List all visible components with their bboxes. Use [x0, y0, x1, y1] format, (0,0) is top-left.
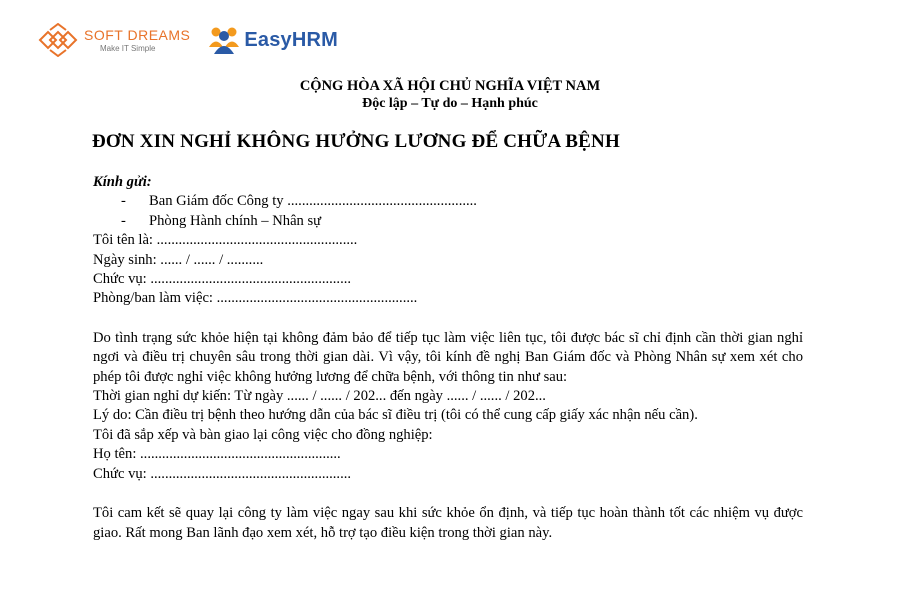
recipient-text: Ban Giám đốc Công ty ....................................................	[149, 193, 477, 210]
info-birthdate-line: Ngày sinh: ...... / ...... / ..........	[93, 251, 264, 268]
national-motto: Độc lập – Tự do – Hạnh phúc	[362, 96, 538, 111]
recipient-bullet: -	[121, 193, 126, 210]
handover-intro: Tôi đã sắp xếp và bàn giao lại công việc cho đồng nghiệp:	[93, 426, 433, 443]
recipient-text: Phòng Hành chính – Nhân sự	[149, 212, 322, 229]
request-paragraph: Do tình trạng sức khỏe hiện tại không đảm bảo để tiếp tục làm việc liên tục, tôi được bác sĩ chỉ định cần thời gian nghỉ ngơi và điều trị chuyên sâu trong thời gian dài. Vì vậy, tôi kính đề nghị Ban Giám đốc và Phòng Nhân sự xem xét cho phép tôi được nghỉ việc không hưởng lương để chữa bệnh, với thông tin như sau:	[93, 329, 803, 385]
recipient-bullet: -	[121, 212, 126, 229]
recipient-item	[93, 192, 803, 211]
recipient-item	[93, 212, 803, 231]
leave-time-line: Thời gian nghỉ dự kiến: Từ ngày ...... / ...... / 202... đến ngày ...... / ...... / 202...	[93, 388, 546, 405]
info-position-line: Chức vụ: .......................................................	[93, 271, 352, 288]
greeting: Kính gửi:	[93, 174, 152, 190]
paragraph-gap	[93, 484, 803, 504]
document-title: ĐƠN XIN NGHỈ KHÔNG HƯỞNG LƯƠNG ĐỂ CHỮA BỆNH	[92, 131, 620, 152]
paragraph-gap	[93, 309, 803, 329]
national-name: CỘNG HÒA XÃ HỘI CHỦ NGHĨA VIỆT NAM	[299, 78, 601, 94]
handover-name-line: Họ tên: .......................................................	[93, 446, 341, 463]
document-body	[93, 173, 803, 543]
reason-line: Lý do: Cần điều trị bệnh theo hướng dẫn của bác sĩ điều trị (tôi có thể cung cấp giấy xác nhận nếu cần).	[93, 407, 698, 424]
easyhrm-name: EasyHRM	[244, 28, 339, 51]
softdreams-name: SOFT DREAMS	[84, 26, 191, 43]
commitment-paragraph: Tôi cam kết sẽ quay lại công ty làm việc ngay sau khi sức khỏe ổn định, và tiếp tục hoàn thành tốt các nhiệm vụ được giao. Rất mong Ban lãnh đạo xem xét, hỗ trợ tạo điều kiện trong thời gian này.	[93, 505, 803, 541]
info-name-line: Tôi tên là: .......................................................	[93, 232, 358, 249]
info-department-line: Phòng/ban làm việc: .......................................................	[93, 290, 418, 307]
handover-position-line: Chức vụ: .......................................................	[93, 465, 352, 482]
softdreams-slogan: Make IT Simple	[100, 43, 156, 53]
